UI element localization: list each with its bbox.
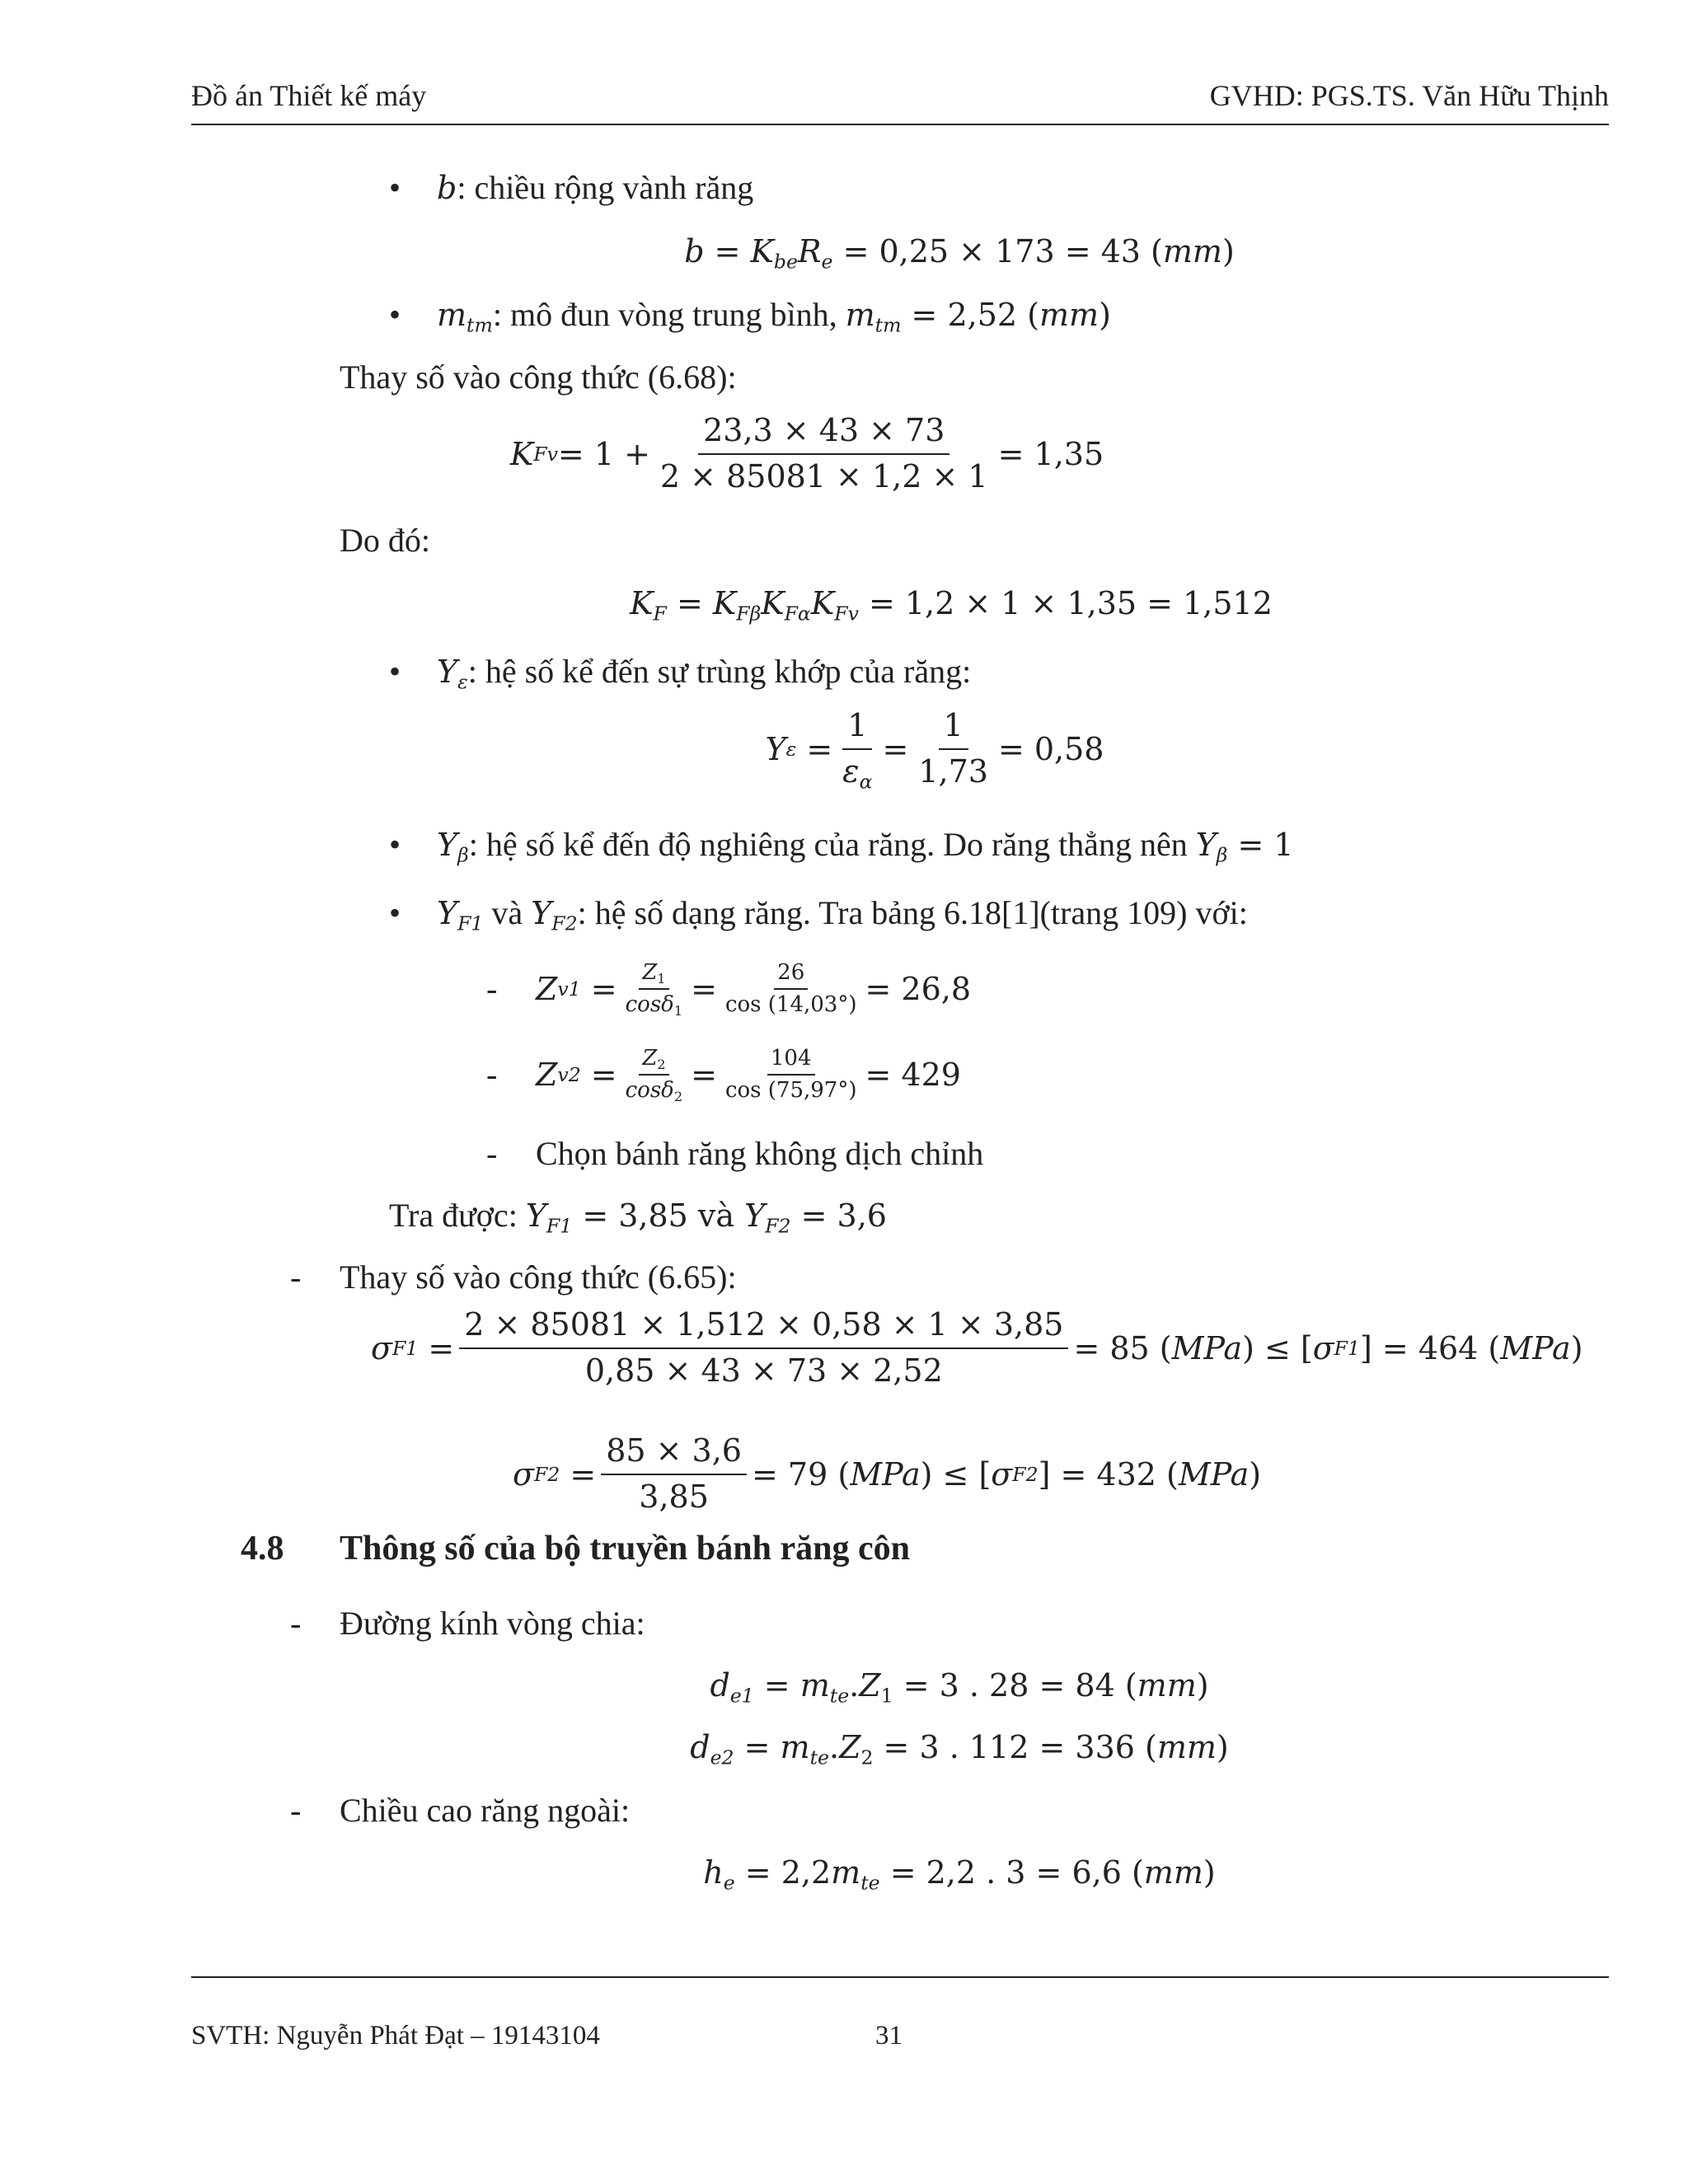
y-epsilon-item: • $Y_\varepsilon$: hệ số kể đến sự trùng khớp của răng: xyxy=(0,639,1688,705)
bullet-icon: • xyxy=(389,653,401,690)
yf-item: • $Y_{F1}$ và $Y_{F2}$: hệ số dạng răng. Tra bảng 6.18[1](trang 109) với: xyxy=(0,880,1688,946)
dash-icon: - xyxy=(486,1056,498,1093)
y-beta-item: • $Y_\beta$: hệ số kể đến độ nghiêng của răng. Do răng thẳng nên $Y_\beta = 1$ xyxy=(0,812,1688,878)
page-number: 31 xyxy=(875,2021,903,2050)
thay-so-665: - Thay số vào công thức (6.65): xyxy=(0,1244,1688,1310)
text-thay-so-668: Thay số vào công thức (6.68): xyxy=(340,359,737,396)
bullet-icon: • xyxy=(389,826,401,863)
footer-student: SVTH: Nguyễn Phát Đạt – 19143104 xyxy=(191,2021,600,2050)
bullet-icon: • xyxy=(389,894,401,931)
bullet-icon: • xyxy=(389,169,401,206)
sigma-f1-equation: σ F1 = $\frac{2 \times 85081 \times 1,512 \times 0,58 \times 1 \times 3,85}{0,85 \times 43 \times 73 \times 2,52}$ = 85 ( MPa ) ≤ [ σ F1 ] = 464 ( MPa ) xyxy=(371,1306,1583,1389)
b-equation: $b = K_{be}R_e = 0,25 \times 173 = 43$ (mm) xyxy=(684,233,1235,274)
b-item: • b: chiều rộng vành răng xyxy=(0,155,1688,221)
de1-equation: $d_{e1} = m_{te}.Z_1 = 3$ . 28 = 84 (mm) xyxy=(710,1667,1209,1708)
chon-item: - Chọn bánh răng không dịch chỉnh xyxy=(0,1121,1688,1187)
dash-icon: - xyxy=(486,1135,498,1172)
sigma-f2-equation: σ F2 = $\frac{85 \times 3,6}{3,85}$ = 79 ( MPa ) ≤ [ σ F2 ] = 432 ( MPa ) xyxy=(513,1432,1262,1515)
bullet-icon: • xyxy=(389,296,401,333)
zv1-item: - Z v1 = $\frac{Z_1}{\cos\delta_1}$ = $\frac{26}{\cos (14,03^\circ)}$ = 26,8 xyxy=(0,948,1688,1030)
footer-rule xyxy=(191,1976,1609,1978)
kfv-equation: K Fv = 1 + $\frac{23,3 \times 43 \times 73}{2 \times 85081 \times 1,2 \times 1}$ = 1,35 xyxy=(509,412,1104,494)
header-rule xyxy=(191,124,1609,125)
chieu-cao-item: - Chiều cao răng ngoài: xyxy=(0,1778,1688,1844)
tra-duoc: Tra được: $Y_{F1} = 3,85$ và $Y_{F2} = 3,6$ xyxy=(389,1197,887,1238)
y-epsilon-equation: Y ε = $\frac{1}{\varepsilon_\alpha}$ = $\frac{1}{1,73}$ = 0,58 xyxy=(765,707,1104,794)
kf-equation: $K_F = K_{F\beta}K_{F\alpha}K_{Fv} = 1,2 \times 1 \times 1,35 = 1,512$ xyxy=(630,585,1273,626)
header-left: Đồ án Thiết kế máy xyxy=(191,79,427,112)
de2-equation: $d_{e2} = m_{te}.Z_2 = 3$ . 112 = 336 (mm) xyxy=(690,1729,1229,1769)
duong-kinh-item: - Đường kính vòng chia: xyxy=(0,1591,1688,1657)
dash-icon: - xyxy=(290,1605,302,1642)
mtm-item: • $m_{tm}$: mô đun vòng trung bình, $m_{tm} = 2,52$ (mm) xyxy=(0,282,1688,348)
section-number: 4.8 xyxy=(241,1530,284,1568)
section-title: Thông số của bộ truyền bánh răng côn xyxy=(340,1530,910,1568)
text-do-do: Do đó: xyxy=(340,522,430,559)
header-right: GVHD: PGS.TS. Văn Hữu Thịnh xyxy=(1209,79,1609,112)
zv2-item: - Z v2 = $\frac{Z_2}{\cos\delta_2}$ = $\frac{104}{\cos (75,97^\circ)}$ = 429 xyxy=(0,1033,1688,1116)
dash-icon: - xyxy=(290,1258,302,1296)
dash-icon: - xyxy=(486,970,498,1007)
he-equation: $h_e = 2,2m_{te} = 2,2$ . 3 = 6,6 (mm) xyxy=(703,1854,1216,1895)
b-item-text: : chiều rộng vành răng xyxy=(457,169,754,206)
dash-icon: - xyxy=(290,1792,302,1829)
